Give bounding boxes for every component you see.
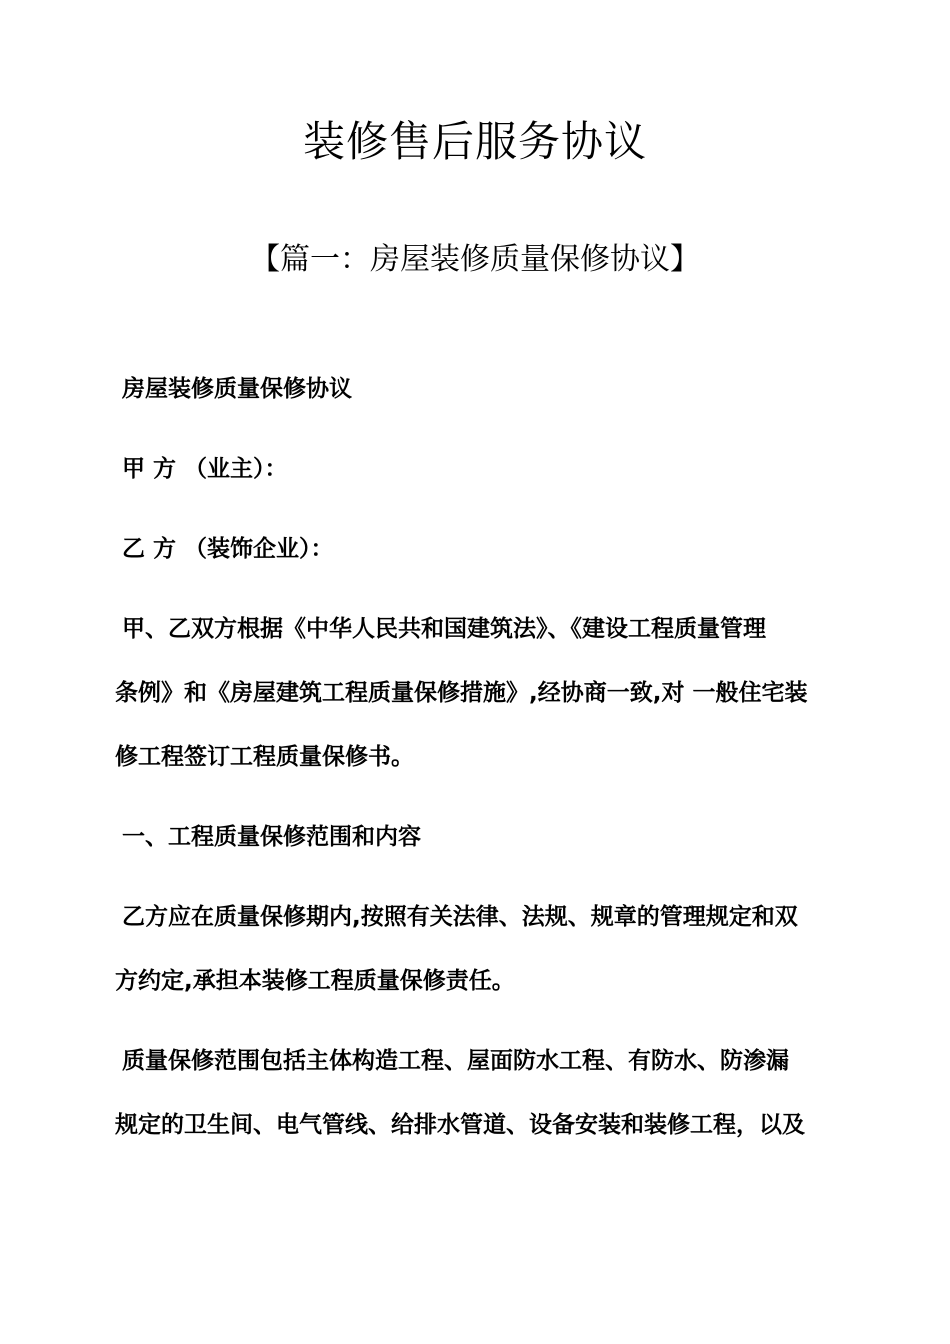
party-b-line: 乙 方 （装饰企业）：: [122, 536, 334, 562]
agreement-heading: 房屋装修质量保修协议: [122, 376, 352, 402]
clause-1-heading: 一、工程质量保修范围和内容: [122, 824, 421, 850]
paragraph-1-line-1: 甲、乙双方根据《中华人民共和国建筑法》、《建设工程质量管理: [122, 616, 766, 642]
paragraph-3-line-1: 质量保修范围包括主体构造工程、屋面防水工程、有防水、防渗漏: [122, 1048, 789, 1074]
paragraph-2-line-2: 方约定,承担本装修工程质量保修责任。: [115, 968, 515, 994]
document-title: 装修售后服务协议: [302, 117, 647, 166]
paragraph-1-line-3: 修工程签订工程质量保修书。: [115, 744, 414, 770]
party-a-line: 甲 方 （业主）：: [122, 456, 288, 482]
paragraph-2-line-1: 乙方应在质量保修期内,按照有关法律、法规、规章的管理规定和双: [122, 904, 798, 930]
paragraph-3-line-2: 规定的卫生间、电气管线、给排水管道、设备安装和装修工程，以及: [115, 1112, 805, 1138]
paragraph-1-line-2: 条例》和《房屋建筑工程质量保修措施》,经协商一致,对 一般住宅装: [115, 680, 808, 706]
section-heading: 【篇一：房屋装修质量保修协议】: [250, 242, 700, 277]
